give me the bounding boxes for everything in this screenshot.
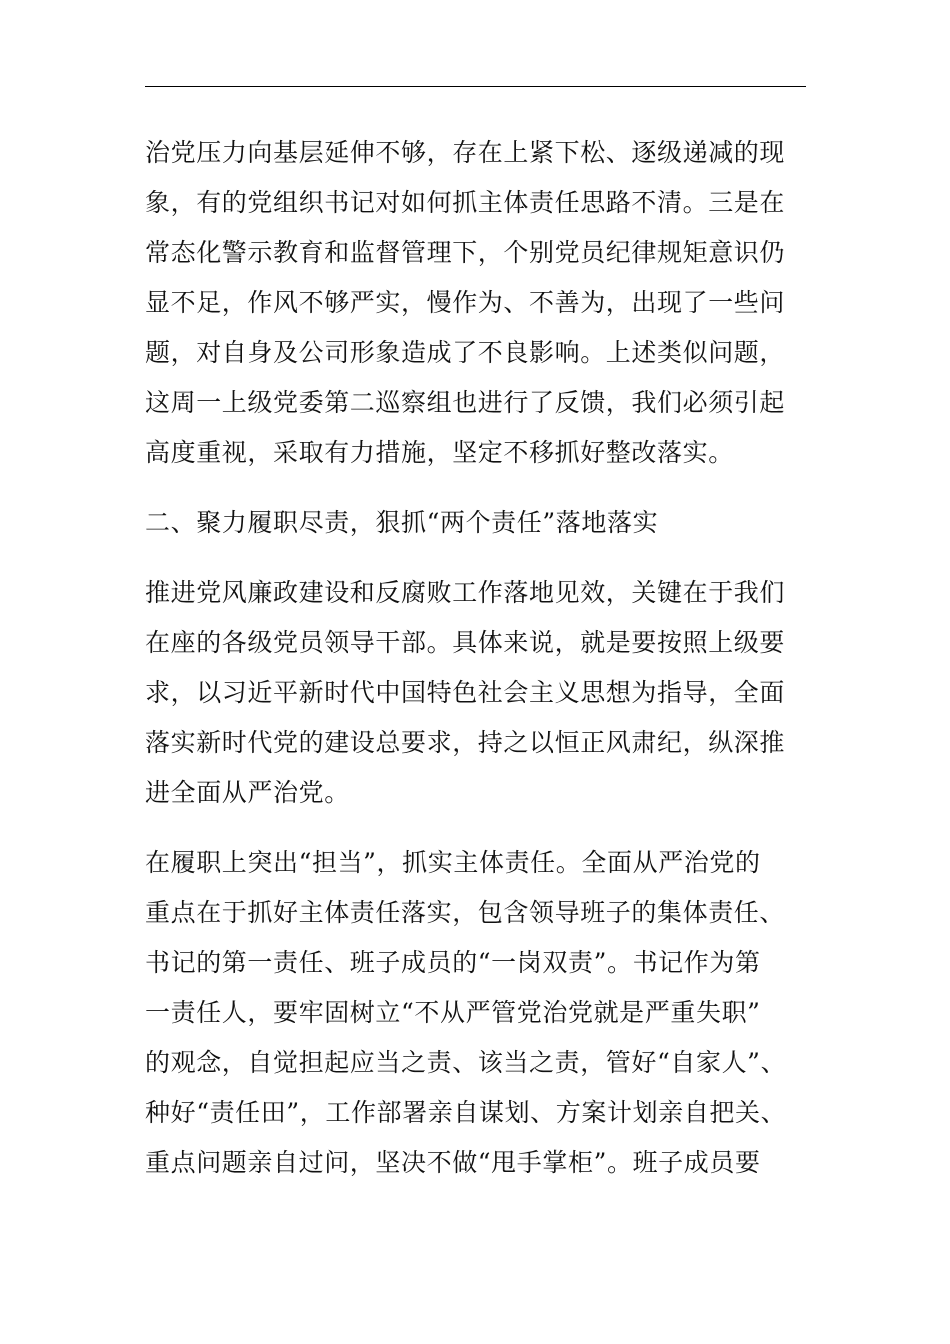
paragraph-gap [145,548,810,568]
paragraph-3 [145,838,810,1188]
text-line: 进全面从严治党。 [145,778,350,807]
text-line: 推进党风廉政建设和反腐败工作落地见效，关键在于我们 [145,578,786,607]
text-line: 重点问题亲自过问，坚决不做“甩手掌柜”。班子成员要 [145,1148,761,1177]
text-line: 题，对自身及公司形象造成了不良影响。上述类似问题， [145,338,786,367]
text-line: 在座的各级党员领导干部。具体来说，就是要按照上级要 [145,628,786,657]
paragraph-gap [145,818,810,838]
text-line: 的观念，自觉担起应当之责、该当之责，管好“自家人”、 [145,1048,787,1077]
text-line: 这周一上级党委第二巡察组也进行了反馈，我们必须引起 [145,388,786,417]
header-rule [145,86,806,87]
text-line: 显不足，作风不够严实，慢作为、不善为，出现了一些问 [145,288,786,317]
text-line: 一责任人，要牢固树立“不从严管党治党就是严重失职” [145,998,761,1027]
text-line: 高度重视，采取有力措施，坚定不移抓好整改落实。 [145,438,734,467]
text-line: 治党压力向基层延伸不够，存在上紧下松、逐级递减的现 [145,138,786,167]
text-line: 重点在于抓好主体责任落实，包含领导班子的集体责任、 [145,898,786,927]
paragraph-2 [145,568,810,818]
text-line: 落实新时代党的建设总要求，持之以恒正风肃纪，纵深推 [145,728,786,757]
text-line: 书记的第一责任、班子成员的“一岗双责”。书记作为第 [145,948,761,977]
paragraph-1 [145,128,810,478]
text-line: 求，以习近平新时代中国特色社会主义思想为指导，全面 [145,678,786,707]
section-heading: 二、聚力履职尽责，狠抓“两个责任”落地落实 [145,508,659,537]
text-line: 常态化警示教育和监督管理下，个别党员纪律规矩意识仍 [145,238,786,267]
paragraph-gap [145,478,810,498]
text-line: 种好“责任田”，工作部署亲自谋划、方案计划亲自把关、 [145,1098,787,1127]
text-line: 象，有的党组织书记对如何抓主体责任思路不清。三是在 [145,188,786,217]
text-line: 在履职上突出“担当”，抓实主体责任。全面从严治党的 [145,848,761,877]
document-body [145,128,810,1188]
